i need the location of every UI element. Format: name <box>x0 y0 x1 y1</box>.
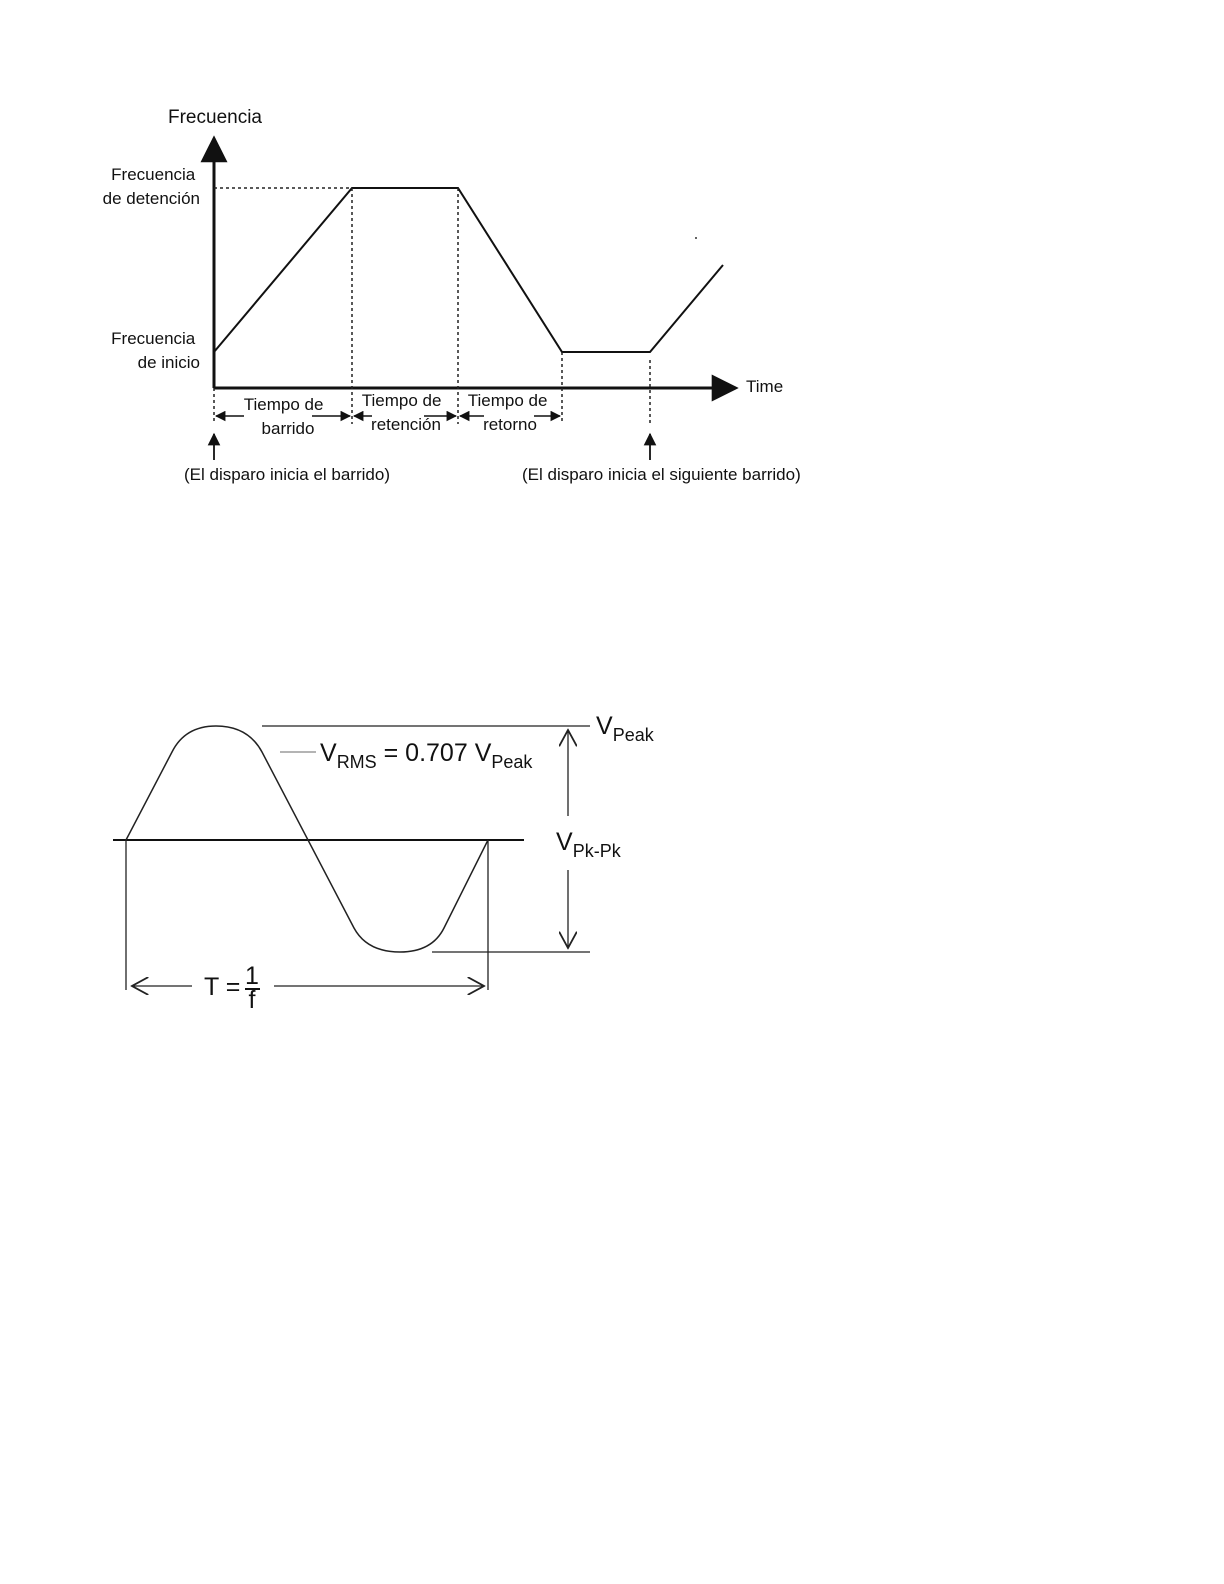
sine-diagram <box>0 690 1224 1030</box>
pkpk-label: $V_{Pk-Pk}$ <box>556 828 621 861</box>
time-axis-label: Time <box>746 377 784 396</box>
return-time-label: Tiempo de retorno <box>467 391 548 434</box>
sweep-time-label: Tiempo de barrido <box>243 395 324 438</box>
stray-dot <box>695 237 697 239</box>
hold-time-label: Tiempo de retención <box>361 391 442 434</box>
period-numerator: 1 <box>245 962 259 990</box>
frequency-axis-title: Frecuencia <box>168 107 262 128</box>
period-denominator: f <box>248 986 256 1014</box>
start-frequency-label: Frecuencia de inicio <box>111 329 200 372</box>
period-label: T = <box>204 973 241 1001</box>
rms-formula: $V_{RMS} = 0.707$ $V_{Peak}$ <box>320 739 533 772</box>
stop-frequency-label: Frecuencia de detención <box>102 165 200 208</box>
sweep-diagram <box>0 0 1224 520</box>
trigger-start-label: (El disparo inicia el barrido) <box>184 465 390 484</box>
sweep-waveform <box>214 188 723 352</box>
peak-label: $V_{Peak}$ <box>596 712 654 745</box>
trigger-next-label: (El disparo inicia el siguiente barrido) <box>522 465 801 484</box>
